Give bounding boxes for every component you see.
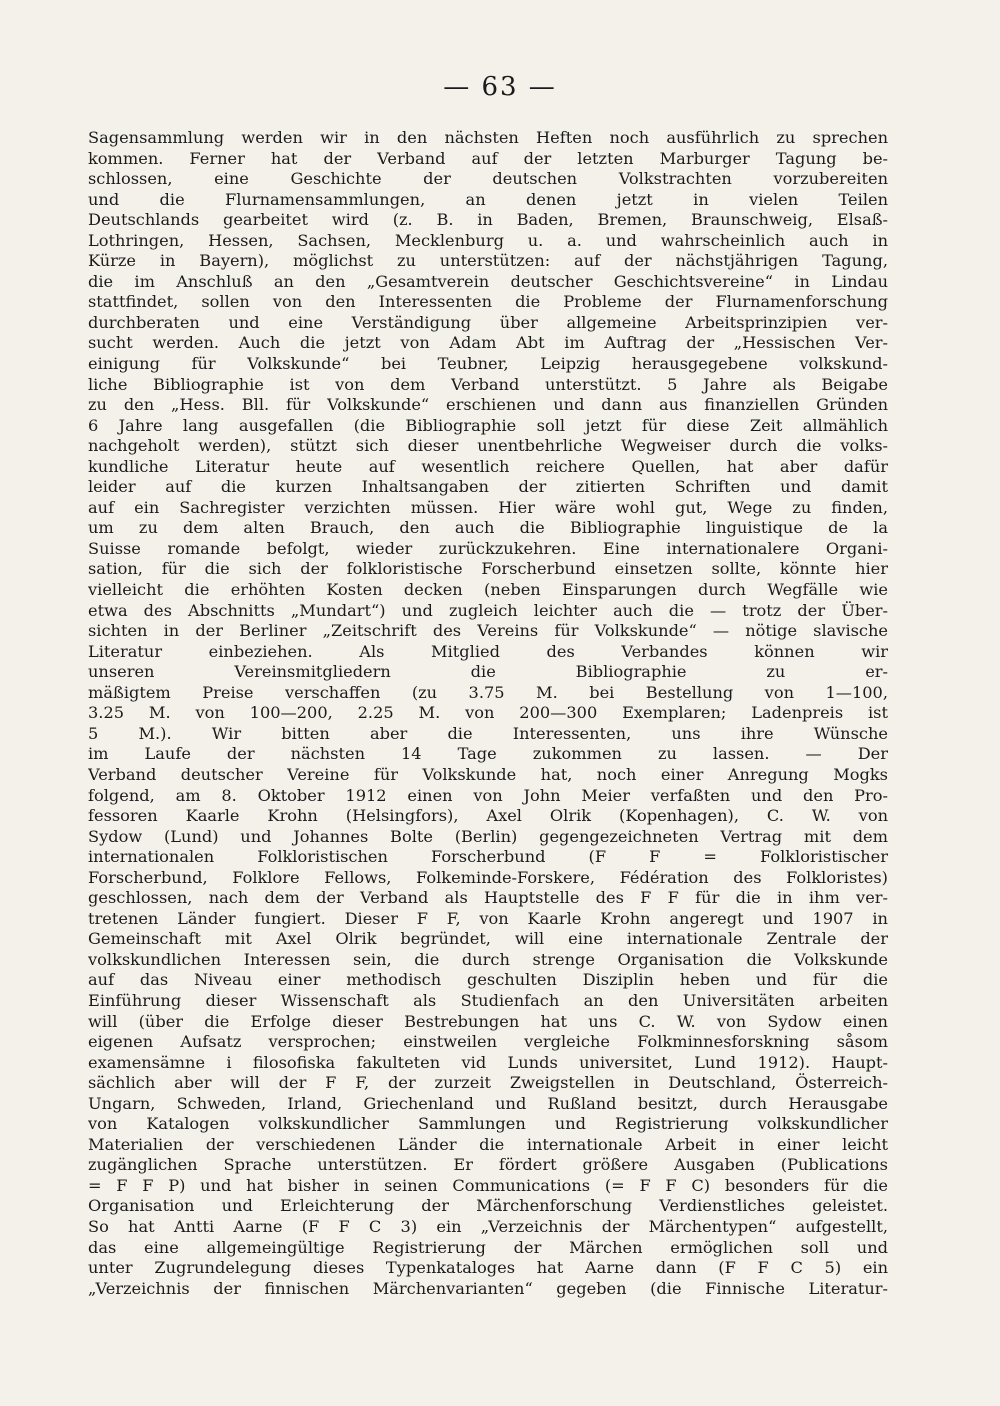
- text-line: leider auf die kurzen Inhaltsangaben der zitierten Schriften und damit: [88, 477, 888, 497]
- text-line: auf das Niveau einer methodisch geschulten Disziplin heben und für die: [88, 970, 888, 990]
- text-line: „Verzeichnis der finnischen Märchenvarianten“ gegeben (die Finnische Literatur-: [88, 1278, 888, 1298]
- text-line: von Katalogen volkskundlicher Sammlungen und Registrierung volkskundlicher: [88, 1114, 888, 1134]
- text-line: kundliche Literatur heute auf wesentlich reichere Quellen, hat aber dafür: [88, 456, 888, 476]
- text-line: Organisation und Erleichterung der Märchenforschung Verdienstliches geleistet.: [88, 1196, 888, 1216]
- text-line: So hat Antti Aarne (F F C 3) ein „Verzeichnis der Märchentypen“ aufgestellt,: [88, 1216, 888, 1236]
- text-line: zu den „Hess. Bll. für Volkskunde“ erschienen und dann aus finanziellen Gründen: [88, 395, 888, 415]
- text-line: nachgeholt werden), stützt sich dieser unentbehrliche Wegweiser durch die volks-: [88, 436, 888, 456]
- text-line: unter Zugrundelegung dieses Typenkataloges hat Aarne dann (F F C 5) ein: [88, 1258, 888, 1278]
- text-line: schlossen, eine Geschichte der deutschen Volkstrachten vorzubereiten: [88, 169, 888, 189]
- text-line: und die Flurnamensammlungen, an denen jetzt in vielen Teilen: [88, 189, 888, 209]
- text-line: die im Anschluß an den „Gesamtverein deutscher Geschichtsvereine“ in Lindau: [88, 271, 888, 291]
- text-line: volkskundlichen Interessen sein, die durch strenge Organisation die Volkskunde: [88, 949, 888, 969]
- text-line: etwa des Abschnitts „Mundart“) und zugleich leichter auch die — trotz der Über-: [88, 600, 888, 620]
- text-line: geschlossen, nach dem der Verband als Hauptstelle des F F für die in ihm ver-: [88, 888, 888, 908]
- text-line: tretenen Länder fungiert. Dieser F F, von Kaarle Krohn angeregt und 1907 in: [88, 908, 888, 928]
- text-line: vielleicht die erhöhten Kosten decken (neben Einsparungen durch Wegfälle wie: [88, 580, 888, 600]
- text-line: 3.25 M. von 100—200, 2.25 M. von 200—300 Exemplaren; Ladenpreis ist: [88, 703, 888, 723]
- text-line: zugänglichen Sprache unterstützen. Er fördert größere Ausgaben (Publications: [88, 1155, 888, 1175]
- text-line: Einführung dieser Wissenschaft als Studienfach an den Universitäten arbeiten: [88, 990, 888, 1010]
- text-line: Lothringen, Hessen, Sachsen, Mecklenburg u. a. und wahrscheinlich auch in: [88, 230, 888, 250]
- text-line: fessoren Kaarle Krohn (Helsingfors), Axel Olrik (Kopenhagen), C. W. von: [88, 806, 888, 826]
- text-line: Ungarn, Schweden, Irland, Griechenland und Rußland besitzt, durch Herausgabe: [88, 1093, 888, 1113]
- text-line: Sydow (Lund) und Johannes Bolte (Berlin) gegengezeichneten Vertrag mit dem: [88, 826, 888, 846]
- text-line: sucht werden. Auch die jetzt von Adam Abt im Auftrag der „Hessischen Ver-: [88, 333, 888, 353]
- text-line: sächlich aber will der F F, der zurzeit Zweigstellen in Deutschland, Österreich-: [88, 1073, 888, 1093]
- text-line: um zu dem alten Brauch, den auch die Bibliographie linguistique de la: [88, 518, 888, 538]
- text-line: Suisse romande befolgt, wieder zurückzukehren. Eine internationalere Organi-: [88, 538, 888, 558]
- text-line: im Laufe der nächsten 14 Tage zukommen zu lassen. — Der: [88, 744, 888, 764]
- text-line: unseren Vereinsmitgliedern die Bibliographie zu er-: [88, 662, 888, 682]
- text-line: Gemeinschaft mit Axel Olrik begründet, will eine internationale Zentrale der: [88, 929, 888, 949]
- text-line: 5 M.). Wir bitten aber die Interessenten, uns ihre Wünsche: [88, 723, 888, 743]
- text-line: folgend, am 8. Oktober 1912 einen von John Meier verfaßten und den Pro-: [88, 785, 888, 805]
- text-line: 6 Jahre lang ausgefallen (die Bibliographie soll jetzt für diese Zeit allmählich: [88, 415, 888, 435]
- text-line: auf ein Sachregister verzichten müssen. Hier wäre wohl gut, Wege zu finden,: [88, 497, 888, 517]
- text-line: liche Bibliographie ist von dem Verband unterstützt. 5 Jahre als Beigabe: [88, 374, 888, 394]
- text-line: Sagensammlung werden wir in den nächsten Heften noch ausführlich zu sprechen: [88, 128, 888, 147]
- text-line: das eine allgemeingültige Registrierung der Märchen ermöglichen soll und: [88, 1237, 888, 1257]
- text-line: examensämne i filosofiska fakulteten vid Lunds universitet, Lund 1912). Haupt-: [88, 1052, 888, 1072]
- text-line: internationalen Folkloristischen Forscherbund (F F = Folkloristischer: [88, 847, 888, 867]
- text-line: stattfindet, sollen von den Interessenten die Probleme der Flurnamenforschung: [88, 292, 888, 312]
- text-line: Deutschlands gearbeitet wird (z. B. in Baden, Bremen, Braunschweig, Elsaß-: [88, 210, 888, 230]
- text-line: einigung für Volkskunde“ bei Teubner, Leipzig herausgegebene volkskund-: [88, 354, 888, 374]
- text-line: Kürze in Bayern), möglichst zu unterstützen: auf der nächstjährigen Tagung,: [88, 251, 888, 271]
- page-number: — 63 —: [443, 72, 557, 102]
- text-line: will (über die Erfolge dieser Bestrebungen hat uns C. W. von Sydow einen: [88, 1011, 888, 1031]
- text-line: = F F P) und hat bisher in seinen Communications (= F F C) besonders für die: [88, 1175, 888, 1195]
- body-text: [88, 128, 888, 1364]
- text-line: durchberaten und eine Verständigung über allgemeine Arbeitsprinzipien ver-: [88, 312, 888, 332]
- text-line: kommen. Ferner hat der Verband auf der letzten Marburger Tagung be-: [88, 148, 888, 168]
- text-line: sichten in der Berliner „Zeitschrift des Vereins für Volkskunde“ — nötige slavische: [88, 621, 888, 641]
- text-line: Materialien der verschiedenen Länder die internationale Arbeit in einer leicht: [88, 1134, 888, 1154]
- text-line: Forscherbund, Folklore Fellows, Folkeminde-Forskere, Fédération des Folkloristes): [88, 867, 888, 887]
- text-line: Verband deutscher Vereine für Volkskunde hat, noch einer Anregung Mogks: [88, 764, 888, 784]
- text-line: sation, für die sich der folkloristische Forscherbund einsetzen sollte, könnte hier: [88, 559, 888, 579]
- text-line: Literatur einbeziehen. Als Mitglied des Verbandes können wir: [88, 641, 888, 661]
- text-line: mäßigtem Preise verschaffen (zu 3.75 M. bei Bestellung von 1—100,: [88, 682, 888, 702]
- text-line: eigenen Aufsatz versprochen; einstweilen vergleiche Folkminnesforskning såsom: [88, 1032, 888, 1052]
